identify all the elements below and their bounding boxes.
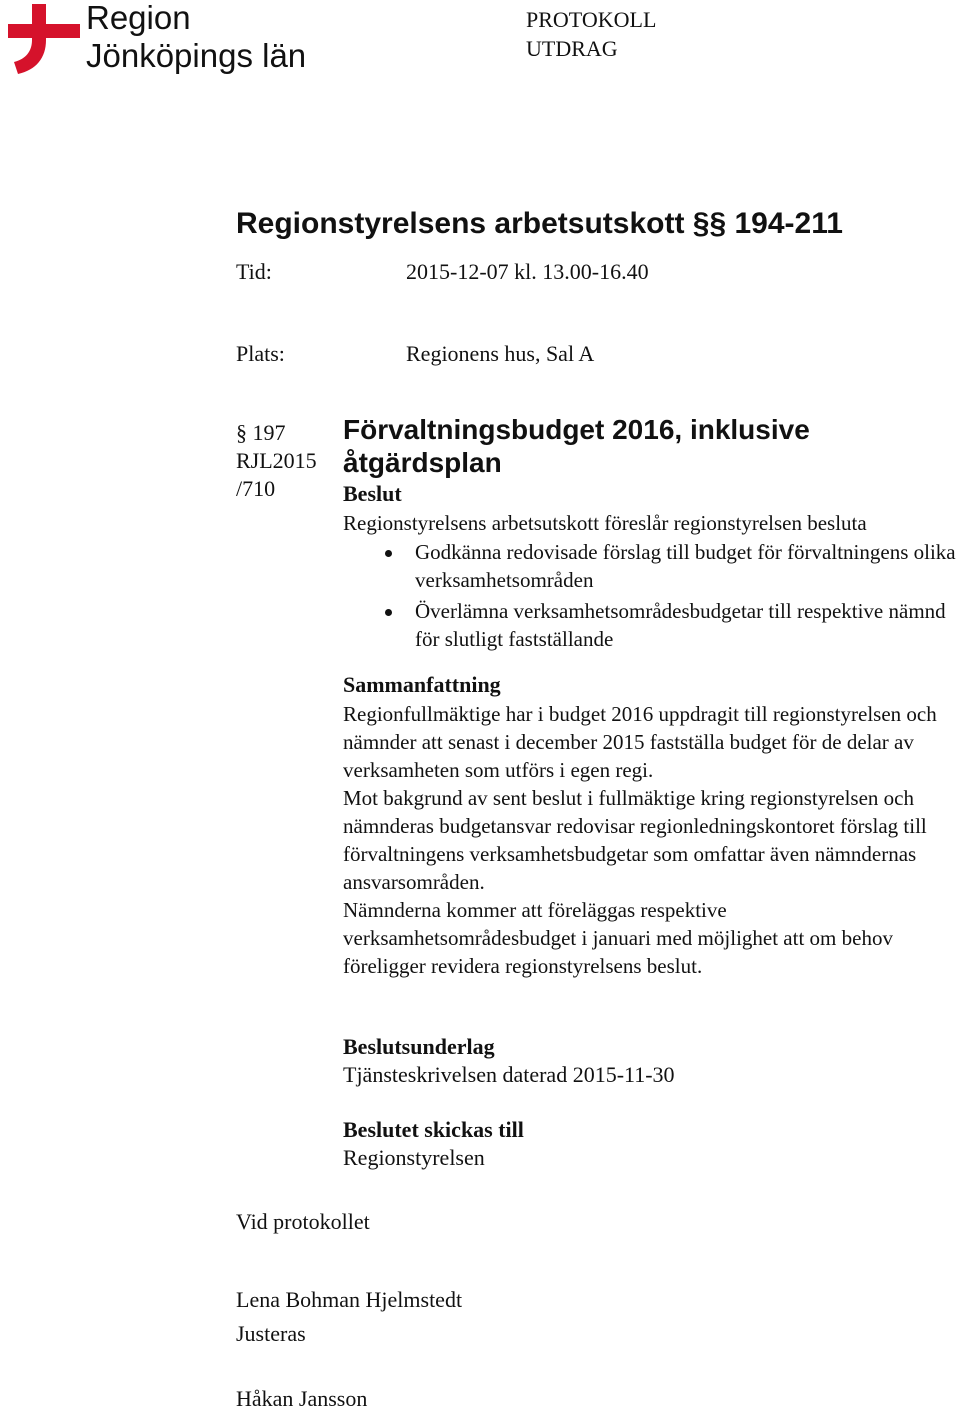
sent-to-value: Regionstyrelsen — [343, 1145, 485, 1170]
basis-label: Beslutsunderlag — [343, 1034, 495, 1059]
decision-intro: Regionstyrelsens arbetsutskott föreslår regionstyrelsen besluta — [343, 511, 867, 535]
time-value: 2015-12-07 kl. 13.00-16.40 — [406, 259, 649, 284]
decision-item-text: Överlämna verksamhetsområdesbudgetar till respektive nämnd för slutligt fastställande — [415, 599, 946, 651]
basis-value: Tjänsteskrivelsen daterad 2015-11-30 — [343, 1062, 675, 1087]
summary-paragraph: Regionfullmäktige har i budget 2016 uppdragit till regionstyrelsen och nämnder att senast i december 2015 fastställa budget för de delar av verksamheten som utförs i egen regi. — [343, 702, 937, 782]
adjusted-label: Justeras — [236, 1321, 306, 1346]
summary-paragraph: Nämnderna kommer att föreläggas respektive verksamhetsområdesbudget i januari med möjlighet att om behov föreligger revidera regionstyrelsens beslut. — [343, 898, 893, 978]
decision-item — [343, 538, 960, 594]
decision-list — [343, 538, 960, 656]
decision-item — [343, 597, 960, 653]
case-id-line2: /710 — [236, 476, 276, 501]
decision-item-text: Godkänna redovisade förslag till budget för förvaltningens olika verksamhetsområden — [415, 540, 956, 592]
logo-text-county: Jönköpings län — [86, 37, 307, 74]
logo-text-region: Region — [86, 0, 191, 36]
adjuster-name: Håkan Jansson — [236, 1386, 368, 1411]
place-value: Regionens hus, Sal A — [406, 341, 595, 366]
document-type-line2: UTDRAG — [526, 36, 618, 61]
region-logo — [6, 0, 326, 80]
region-cross-icon — [6, 0, 82, 80]
bullet-icon — [385, 609, 392, 616]
summary-label: Sammanfattning — [343, 672, 501, 697]
secretary-name: Lena Bohman Hjelmstedt — [236, 1287, 463, 1312]
document-type-line1: PROTOKOLL — [526, 7, 657, 32]
paragraph-number: § 197 — [236, 420, 286, 445]
summary-body — [343, 700, 960, 980]
document-type — [526, 5, 656, 63]
section-reference — [236, 419, 317, 503]
time-label: Tid: — [236, 259, 272, 284]
bullet-icon — [385, 550, 392, 557]
sent-to-label: Beslutet skickas till — [343, 1117, 524, 1142]
decision-label: Beslut — [343, 481, 402, 506]
page-title: Regionstyrelsens arbetsutskott §§ 194-211 — [236, 207, 843, 240]
summary-paragraph: Mot bakgrund av sent beslut i fullmäktige kring regionstyrelsen och nämnderas budgetansvar redovisar regionledningskontoret förslag till förvaltningens verksamhetsbudgetar som omfattar även nämndernas ansvarsområden. — [343, 786, 927, 894]
case-id-line1: RJL2015 — [236, 448, 317, 473]
minutes-label: Vid protokollet — [236, 1209, 370, 1234]
place-label: Plats: — [236, 341, 285, 366]
section-heading: Förvaltningsbudget 2016, inklusive åtgärdsplan — [343, 414, 810, 478]
